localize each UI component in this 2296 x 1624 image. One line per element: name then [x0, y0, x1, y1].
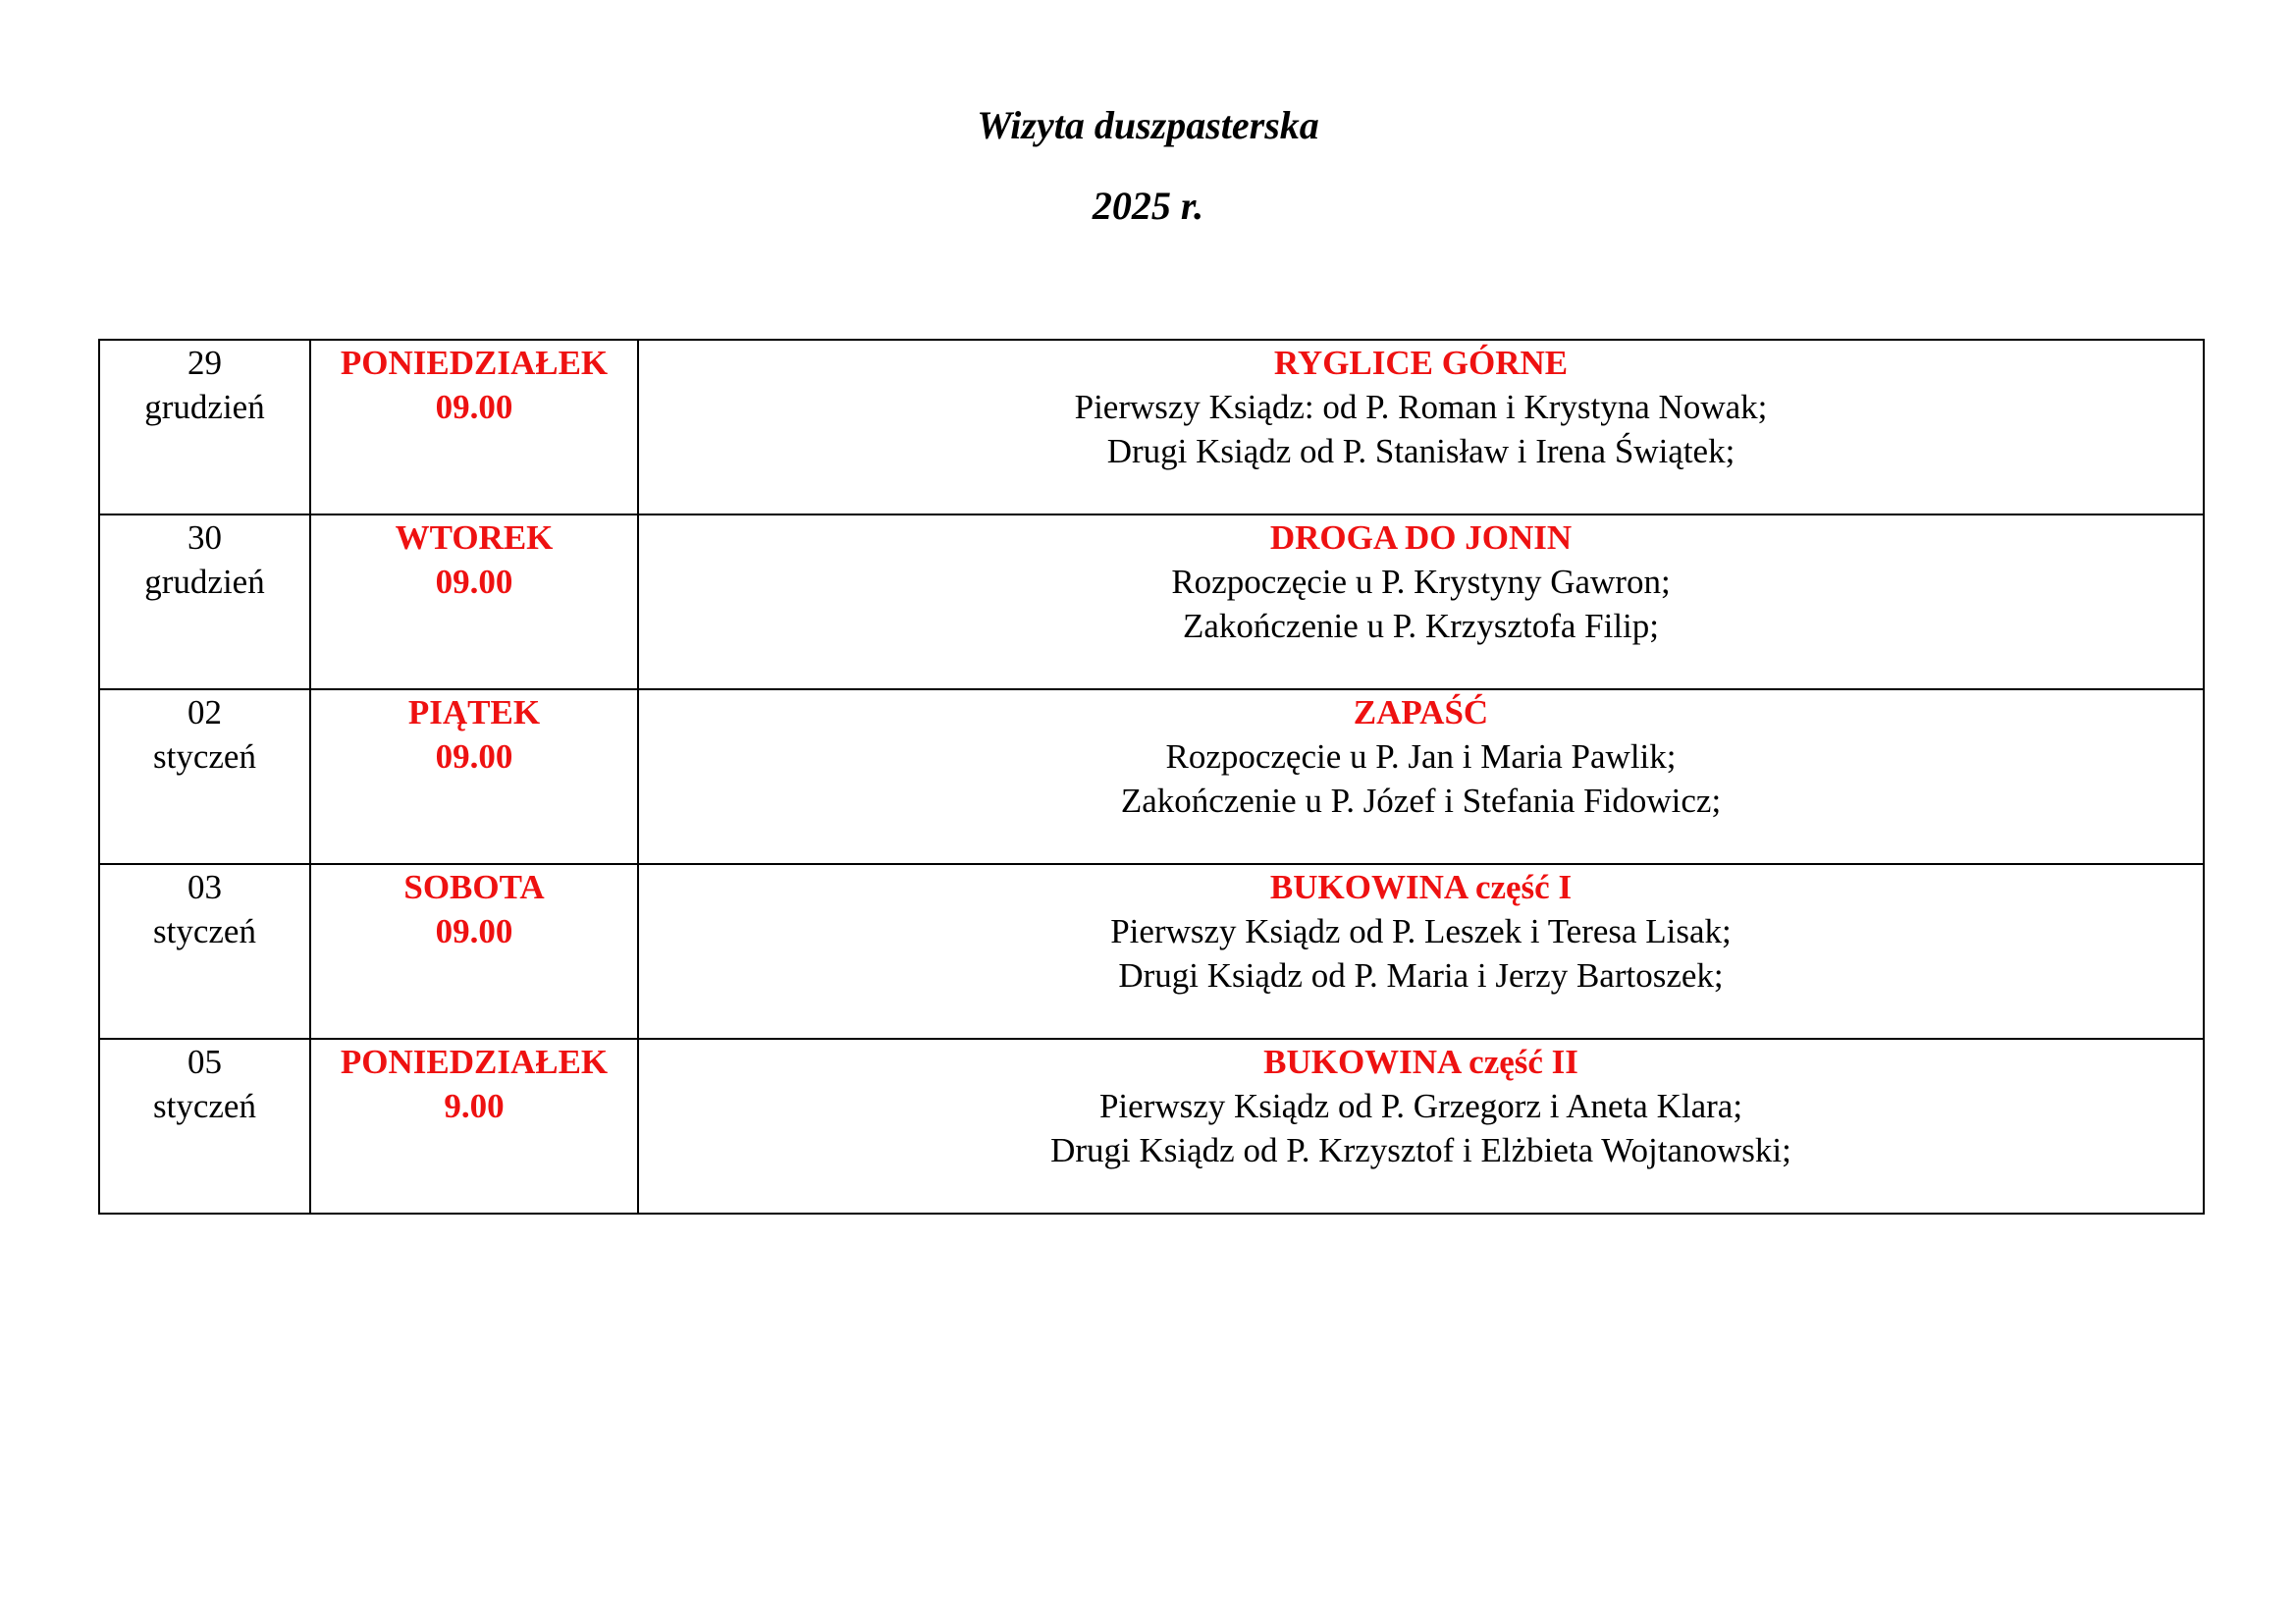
weekday-cell	[310, 1039, 638, 1214]
weekday-name: PIĄTEK	[407, 693, 541, 731]
details-line-2: Drugi Ksiądz od P. Krzysztof i Elżbieta Wojtanowski;	[1050, 1131, 1791, 1169]
day-number: 30	[187, 518, 222, 557]
date-cell	[99, 340, 310, 514]
details-line-2: Drugi Ksiądz od P. Maria i Jerzy Bartoszek;	[1118, 956, 1724, 995]
weekday-name: PONIEDZIAŁEK	[340, 1043, 609, 1081]
details-line-1: Pierwszy Ksiądz od P. Grzegorz i Aneta Klara;	[1098, 1087, 1743, 1125]
start-time: 09.00	[435, 737, 513, 776]
document-title: Wizyta duszpasterska	[977, 103, 1319, 147]
details-line-2: Drugi Ksiądz od P. Stanisław i Irena Świątek;	[1106, 432, 1735, 470]
schedule-row	[99, 689, 2204, 864]
details-line-2: Zakończenie u P. Krzysztofa Filip;	[1182, 607, 1659, 645]
month-name: grudzień	[144, 388, 265, 426]
details-cell	[638, 340, 2204, 514]
location-name: RYGLICE GÓRNE	[1273, 344, 1569, 382]
schedule-row	[99, 1039, 2204, 1214]
day-number: 05	[187, 1043, 222, 1081]
day-number: 29	[187, 344, 222, 382]
details-cell	[638, 514, 2204, 689]
weekday-name: WTOREK	[395, 518, 554, 557]
details-cell	[638, 864, 2204, 1039]
location-name: BUKOWINA część II	[1263, 1043, 1578, 1081]
month-name: styczeń	[153, 737, 256, 776]
schedule-row	[99, 340, 2204, 514]
details-cell	[638, 689, 2204, 864]
start-time: 09.00	[435, 563, 513, 601]
details-cell	[638, 1039, 2204, 1214]
location-name: ZAPAŚĆ	[1353, 693, 1489, 731]
details-line-1: Pierwszy Ksiądz: od P. Roman i Krystyna Nowak;	[1074, 388, 1768, 426]
schedule-row	[99, 864, 2204, 1039]
month-name: styczeń	[153, 912, 256, 950]
details-line-1: Rozpoczęcie u P. Krystyny Gawron;	[1171, 563, 1671, 601]
start-time: 9.00	[444, 1087, 505, 1125]
weekday-cell	[310, 340, 638, 514]
month-name: grudzień	[144, 563, 265, 601]
day-number: 02	[187, 693, 222, 731]
start-time: 09.00	[435, 912, 513, 950]
weekday-cell	[310, 514, 638, 689]
location-name: BUKOWINA część I	[1269, 868, 1573, 906]
day-number: 03	[187, 868, 222, 906]
weekday-name: SOBOTA	[403, 868, 545, 906]
document-year: 2025 r.	[1092, 184, 1204, 228]
details-line-1: Rozpoczęcie u P. Jan i Maria Pawlik;	[1165, 737, 1677, 776]
details-line-2: Zakończenie u P. Józef i Stefania Fidowicz;	[1120, 782, 1722, 820]
visit-schedule-table	[98, 339, 2205, 1215]
weekday-name: PONIEDZIAŁEK	[340, 344, 609, 382]
date-cell	[99, 864, 310, 1039]
month-name: styczeń	[153, 1087, 256, 1125]
location-name: DROGA DO JONIN	[1269, 518, 1573, 557]
date-cell	[99, 689, 310, 864]
details-line-1: Pierwszy Ksiądz od P. Leszek i Teresa Lisak;	[1110, 912, 1732, 950]
weekday-cell	[310, 689, 638, 864]
schedule-row	[99, 514, 2204, 689]
date-cell	[99, 514, 310, 689]
weekday-cell	[310, 864, 638, 1039]
date-cell	[99, 1039, 310, 1214]
start-time: 09.00	[435, 388, 513, 426]
